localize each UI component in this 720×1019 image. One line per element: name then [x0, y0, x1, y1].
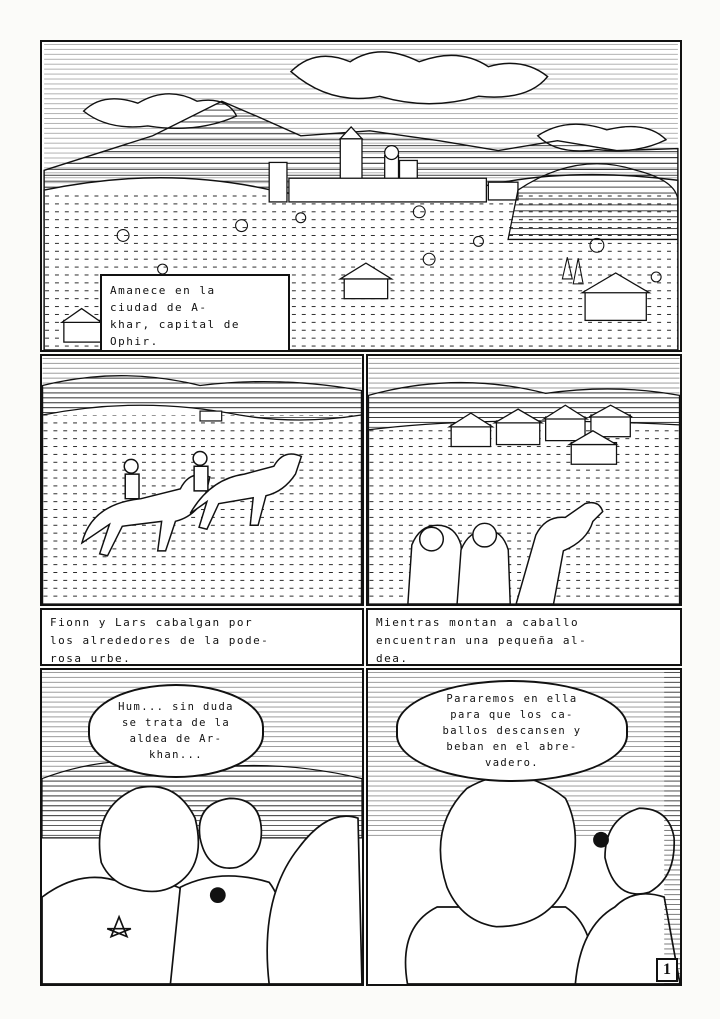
narration-caption: Mientras montan a caballo encuentran una pequeña al- dea. [366, 608, 682, 666]
page-number: 1 [656, 958, 678, 982]
panel-city-dawn [40, 40, 682, 352]
panel-village [366, 354, 682, 606]
panel-riders [40, 354, 364, 606]
riders-illustration [42, 356, 362, 604]
speech-balloon: Pararemos en ella para que los ca- ballos descansen y beban en el abre- vadero. [396, 680, 628, 782]
panel-blond-hero [366, 668, 682, 986]
speech-balloon: Hum... sin duda se trata de la aldea de Ar- khan... [88, 684, 264, 778]
narration-caption: Amanece en la ciudad de A- khar, capital de Ophir. [100, 274, 290, 352]
village-illustration [368, 356, 680, 604]
panel-heroes-closeup [40, 668, 364, 986]
narration-caption: Fionn y Lars cabalgan por los alrededores de la pode- rosa urbe. [40, 608, 364, 666]
